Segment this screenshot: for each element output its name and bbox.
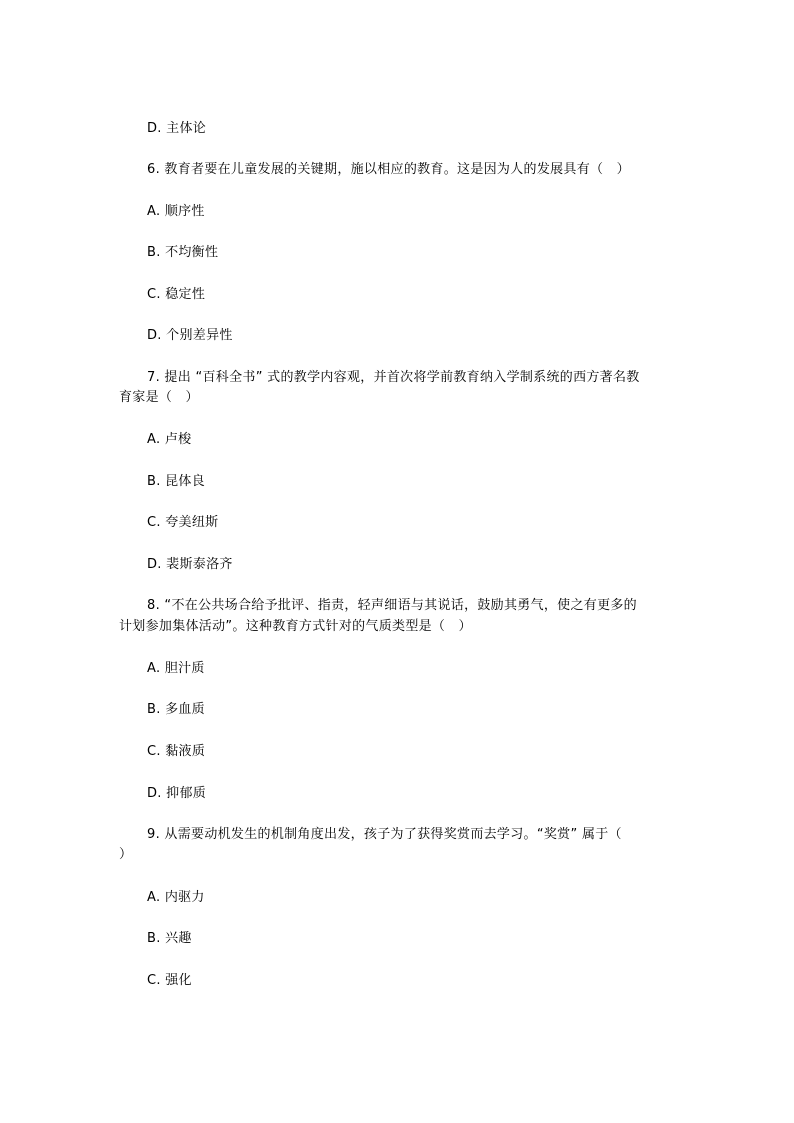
- q8-option-d: D. 抑郁质: [147, 786, 207, 801]
- q8-option-a: A. 胆汁质: [147, 661, 205, 676]
- q8-option-c: C. 黏液质: [147, 744, 206, 759]
- q6-option-c: C. 稳定性: [147, 287, 206, 302]
- question-9-continued: ）: [119, 847, 133, 862]
- q6-option-b: B. 不均衡性: [147, 245, 219, 260]
- question-6: 6. 教育者要在儿童发展的关键期，施以相应的教育。这是因为人的发展具有（ ）: [147, 162, 630, 177]
- question-7: 7. 提出 “百科全书” 式的教学内容观，并首次将学前教育纳入学制系统的西方著名教: [147, 370, 640, 385]
- question-8-continued: 计划参加集体活动”。这种教育方式针对的气质类型是（ ）: [119, 619, 472, 634]
- q7-option-b: B. 昆体良: [147, 474, 205, 489]
- q9-option-a: A. 内驱力: [147, 890, 205, 905]
- q7-option-c: C. 夸美纽斯: [147, 515, 219, 530]
- q7-option-d: D. 裴斯泰洛齐: [147, 557, 233, 572]
- question-8: 8. “不在公共场合给予批评、指责，轻声细语与其说话，鼓励其勇气，使之有更多的: [147, 598, 637, 613]
- question-9: 9. 从需要动机发生的机制角度出发，孩子为了获得奖赏而去学习。“奖赏” 属于（: [147, 827, 622, 842]
- q9-option-c: C. 强化: [147, 973, 192, 988]
- q7-option-a: A. 卢梭: [147, 432, 192, 447]
- q6-option-d: D. 个别差异性: [147, 328, 233, 343]
- q9-option-b: B. 兴趣: [147, 931, 192, 946]
- q8-option-b: B. 多血质: [147, 702, 205, 717]
- q6-option-a: A. 顺序性: [147, 204, 205, 219]
- question-7-continued: 育家是（ ）: [119, 390, 199, 405]
- q5-option-d: D. 主体论: [147, 121, 207, 136]
